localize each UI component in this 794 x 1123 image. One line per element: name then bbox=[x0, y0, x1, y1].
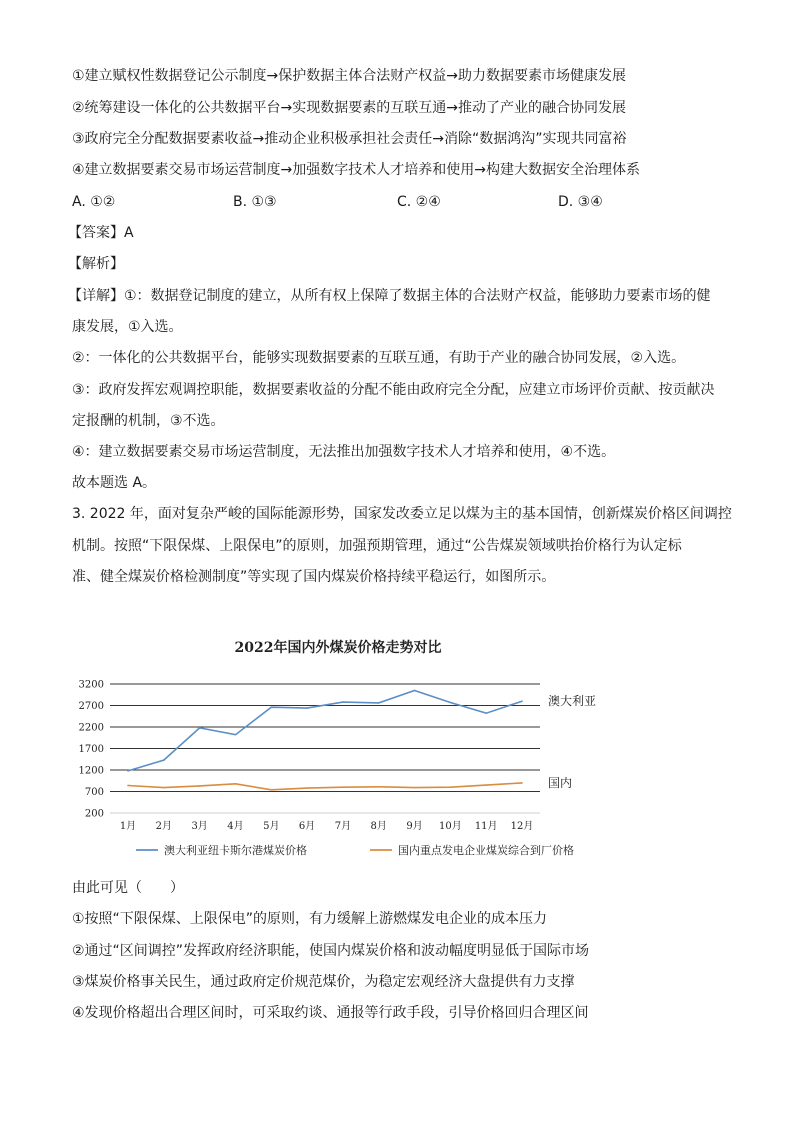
q3-statement-2: ②通过“区间调控”发挥政府经济职能，使国内煤炭价格和波动幅度明显低于国际市场 bbox=[72, 943, 590, 959]
x-tick-6: 6月 bbox=[298, 821, 316, 832]
gridlines bbox=[110, 684, 540, 813]
x-tick-12: 12月 bbox=[510, 821, 534, 832]
answer: 【答案】A bbox=[68, 225, 134, 241]
series-2-point-10 bbox=[450, 786, 452, 788]
explanation-line-7: 故本题选 A。 bbox=[72, 475, 157, 491]
series-2-point-6 bbox=[306, 787, 308, 789]
series-lines bbox=[127, 690, 523, 791]
x-tick-8: 8月 bbox=[370, 821, 387, 832]
y-tick-2200: 2200 bbox=[78, 722, 104, 734]
question3-line-2: 机制。按照“下限保煤、上限保电”的原则，加强预期管理，通过“公告煤炭领域哄抬价格行为认定标 bbox=[72, 538, 682, 554]
y-axis-ticks bbox=[79, 680, 104, 820]
series-2-point-2 bbox=[163, 787, 165, 789]
option-d: D. ③④ bbox=[558, 194, 603, 210]
series-2-point-11 bbox=[485, 784, 487, 786]
series-2-point-4 bbox=[235, 783, 237, 785]
chart-title: 2022年国内外煤炭价格走势对比 bbox=[234, 640, 442, 656]
series-1-point-9 bbox=[414, 690, 416, 692]
statement-3: ③政府完全分配数据要素收益→推动企业积极承担社会责任→消除“数据鸿沟”实现共同富裕 bbox=[72, 131, 627, 147]
series-line-2 bbox=[128, 783, 522, 790]
x-tick-11: 11月 bbox=[474, 821, 498, 832]
explanation-line-2: 康发展，①入选。 bbox=[72, 319, 183, 335]
x-tick-10: 10月 bbox=[438, 821, 462, 832]
x-tick-2: 2月 bbox=[155, 821, 173, 832]
option-c: C. ②④ bbox=[397, 194, 441, 210]
series-1-point-4 bbox=[235, 734, 237, 736]
coal-price-chart bbox=[60, 628, 620, 868]
y-tick-1200: 1200 bbox=[78, 765, 104, 777]
series-1-point-12 bbox=[521, 700, 523, 702]
analysis-label: 【解析】 bbox=[68, 256, 124, 272]
series-1-point-2 bbox=[163, 759, 165, 761]
series-line-1 bbox=[128, 691, 522, 771]
y-tick-2700: 2700 bbox=[78, 701, 104, 712]
statement-1: ①建立赋权性数据登记公示制度→保护数据主体合法财产权益→助力数据要素市场健康发展 bbox=[72, 68, 627, 84]
x-tick-3: 3月 bbox=[191, 821, 208, 832]
y-tick-1700: 1700 bbox=[78, 744, 104, 755]
series-end-label-2: 国内 bbox=[548, 775, 573, 790]
y-tick-700: 700 bbox=[84, 787, 104, 798]
q3-statement-4: ④发现价格超出合理区间时，可采取约谈、通报等行政手段，引导价格回归合理区间 bbox=[72, 1005, 589, 1021]
x-axis-ticks bbox=[120, 820, 534, 832]
question3-line-1: 3. 2022 年，面对复杂严峻的国际能源形势，国家发改委立足以煤为主的基本国情，创新煤炭价格区间调控 bbox=[72, 506, 732, 522]
series-1-point-10 bbox=[450, 702, 452, 704]
x-tick-1: 1月 bbox=[119, 821, 137, 832]
explanation-line-3: ②：一体化的公共数据平台，能够实现数据要素的互联互通，有助于产业的融合协同发展，②入选。 bbox=[72, 350, 686, 366]
y-tick-200: 200 bbox=[84, 808, 104, 820]
series-1-point-7 bbox=[342, 701, 344, 703]
question3-line-3: 准、健全煤炭价格检测制度”等实现了国内煤炭价格持续平稳运行，如图所示。 bbox=[72, 569, 556, 585]
x-tick-5: 5月 bbox=[263, 821, 280, 832]
series-1-point-3 bbox=[199, 727, 201, 729]
series-1-point-8 bbox=[378, 702, 380, 704]
explanation-line-4: ③：政府发挥宏观调控职能，数据要素收益的分配不能由政府完全分配，应建立市场评价贡献、按贡献决 bbox=[72, 382, 715, 398]
series-2-point-5 bbox=[270, 789, 272, 791]
q3-statement-1: ①按照“下限保煤、上限保电”的原则，有力缓解上游燃煤发电企业的成本压力 bbox=[72, 911, 548, 927]
chart-svg bbox=[60, 628, 620, 868]
explanation-line-6: ④：建立数据要素交易市场运营制度，无法推出加强数字技术人才培养和使用，④不选。 bbox=[72, 444, 616, 460]
series-1-point-1 bbox=[127, 770, 129, 772]
series-2-point-1 bbox=[127, 785, 129, 787]
series-2-point-12 bbox=[521, 782, 523, 784]
statement-2: ②统筹建设一体化的公共数据平台→实现数据要素的互联互通→推动了产业的融合协同发展 bbox=[72, 100, 627, 116]
chart-legend bbox=[136, 843, 574, 857]
q3-statement-3: ③煤炭价格事关民生，通过政府定价规范煤价，为稳定宏观经济大盘提供有力支撑 bbox=[72, 974, 575, 990]
question3-prompt: 由此可见（ ） bbox=[72, 880, 184, 896]
series-1-point-11 bbox=[485, 712, 487, 714]
series-1-point-5 bbox=[270, 706, 272, 708]
legend-label-2: 国内重点发电企业煤炭综合到厂价格 bbox=[398, 844, 574, 857]
statement-4: ④建立数据要素交易市场运营制度→加强数字技术人才培养和使用→构建大数据安全治理体系 bbox=[72, 162, 641, 178]
x-tick-4: 4月 bbox=[227, 821, 244, 832]
option-a: A. ①② bbox=[72, 194, 116, 210]
legend-label-1: 澳大利亚纽卡斯尔港煤炭价格 bbox=[164, 844, 307, 857]
option-b: B. ①③ bbox=[233, 194, 277, 210]
series-2-point-9 bbox=[414, 787, 416, 789]
series-1-point-6 bbox=[306, 707, 308, 709]
series-end-labels bbox=[548, 693, 596, 790]
series-2-point-7 bbox=[342, 786, 344, 788]
series-2-point-8 bbox=[378, 786, 380, 788]
explanation-line-5: 定报酬的机制，③不选。 bbox=[72, 413, 225, 429]
series-2-point-3 bbox=[199, 785, 201, 787]
x-tick-9: 9月 bbox=[406, 821, 423, 832]
series-end-label-1: 澳大利亚 bbox=[548, 694, 597, 709]
y-tick-3200: 3200 bbox=[78, 679, 104, 691]
x-tick-7: 7月 bbox=[334, 821, 352, 832]
explanation-line-1: 【详解】①：数据登记制度的建立，从所有权上保障了数据主体的合法财产权益，能够助力要素市场的健 bbox=[68, 288, 711, 304]
